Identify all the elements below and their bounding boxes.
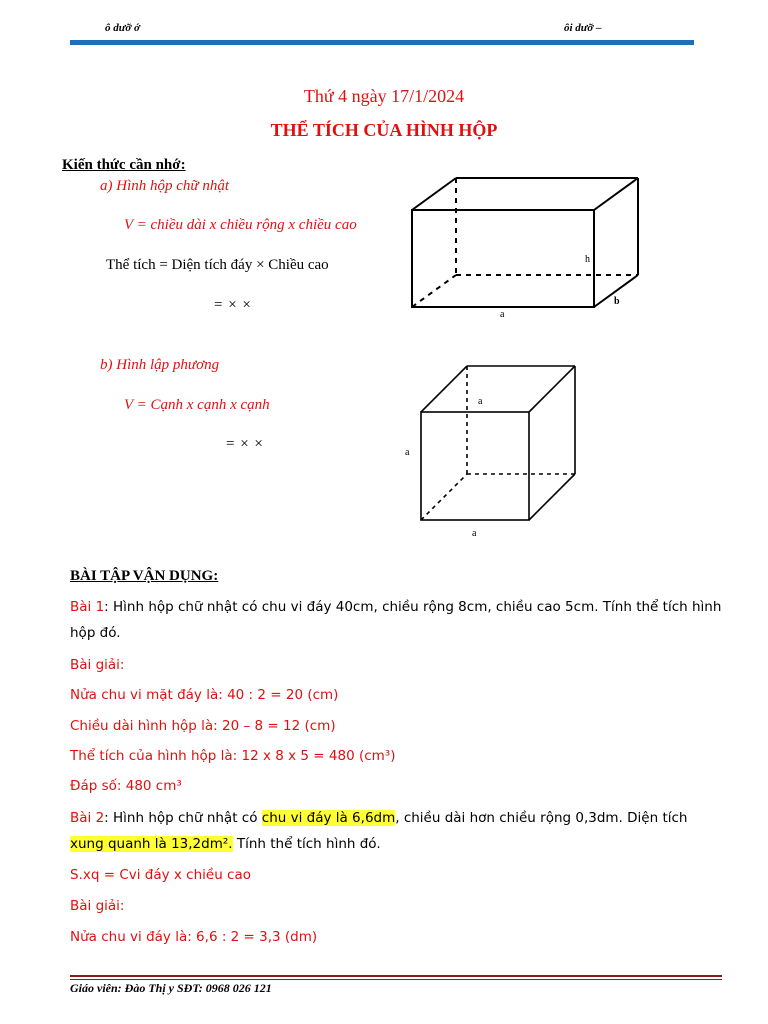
bai2-text-1: : Hình hộp chữ nhật có — [104, 810, 262, 826]
bai1-label: Bài 1 — [70, 599, 105, 615]
bai1-answer: Đáp số: 480 cm³ — [70, 778, 182, 794]
section-b-formula: V = Cạnh x cạnh x cạnh — [124, 397, 270, 413]
equation-b: = × × — [226, 436, 264, 452]
cuboid-front-face — [412, 210, 594, 307]
section-a-heading: a) Hình hộp chữ nhật — [100, 178, 230, 194]
cube-label-bottom: a — [472, 528, 477, 539]
exercise-section-title: BÀI TẬP VẬN DỤNG: — [70, 568, 219, 584]
footer-teacher-info: Giáo viên: Đào Thị y SĐT: 0968 026 121 — [70, 981, 272, 995]
bai2-text-2: , chiều dài hơn chiều rộng 0,3dm. Diện tích — [395, 810, 688, 826]
bai1-line-2: Chiều dài hình hộp là: 20 – 8 = 12 (cm) — [70, 718, 336, 734]
cuboid-label-h: h — [585, 254, 590, 265]
bai2-highlight-2: xung quanh là 13,2dm². — [70, 836, 233, 852]
section-b-heading: b) Hình lập phương — [100, 357, 220, 373]
cuboid-diagram — [400, 170, 650, 320]
equation-a: = × × — [214, 297, 252, 313]
cube-label-top: a — [478, 396, 483, 407]
bai2-problem — [70, 805, 722, 857]
cuboid-top-left — [412, 178, 456, 210]
header-rule — [70, 40, 694, 45]
bai1-solution-title: Bài giải: — [70, 657, 125, 673]
bai1-problem — [70, 594, 722, 646]
cuboid-label-a: a — [500, 309, 505, 320]
footer-rule-thin — [70, 979, 722, 980]
cuboid-label-b: b — [614, 296, 620, 307]
cuboid-top-right — [594, 178, 638, 210]
bai1-text: : Hình hộp chữ nhật có chu vi đáy 40cm, chiều rộng 8cm, chiều cao 5cm. Tính thể tích hình hộp đó. — [70, 599, 722, 641]
bai1-line-1: Nửa chu vi mặt đáy là: 40 : 2 = 20 (cm) — [70, 687, 339, 703]
bai1-line-3: Thể tích của hình hộp là: 12 x 8 x 5 = 480 (cm³) — [70, 748, 396, 764]
header-right-text: ôi dưỡ – — [564, 22, 602, 34]
bai2-text-3: Tính thể tích hình đó. — [232, 836, 381, 852]
kien-thuc-heading: Kiến thức cần nhớ: — [62, 157, 186, 173]
volume-definition: Thể tích = Diện tích đáy × Chiều cao — [106, 257, 329, 273]
bai2-solution-title: Bài giải: — [70, 898, 125, 914]
lesson-title: THỂ TÍCH CỦA HÌNH HỘP — [270, 120, 498, 140]
bai2-highlight-1: chu vi đáy là 6,6dm — [261, 810, 396, 826]
cube-diagram — [400, 360, 600, 545]
cube-label-left: a — [405, 447, 410, 458]
bai2-line-1: Nửa chu vi đáy là: 6,6 : 2 = 3,3 (dm) — [70, 929, 318, 945]
cuboid-back-diagonal — [412, 275, 456, 307]
cube-front-face — [421, 412, 529, 520]
cube-top-left — [421, 366, 467, 412]
cube-back-diagonal — [421, 474, 467, 520]
section-a-formula: V = chiều dài x chiều rộng x chiều cao — [124, 217, 357, 233]
bai2-label: Bài 2 — [70, 810, 105, 826]
cube-right-bottom — [529, 474, 575, 520]
footer-rule — [70, 975, 722, 977]
lesson-date: Thứ 4 ngày 17/1/2024 — [303, 86, 465, 106]
bai2-hint: S.xq = Cvi đáy x chiều cao — [70, 867, 252, 883]
cube-top-right — [529, 366, 575, 412]
header-left-text: ô dưỡ ớ — [105, 22, 140, 34]
